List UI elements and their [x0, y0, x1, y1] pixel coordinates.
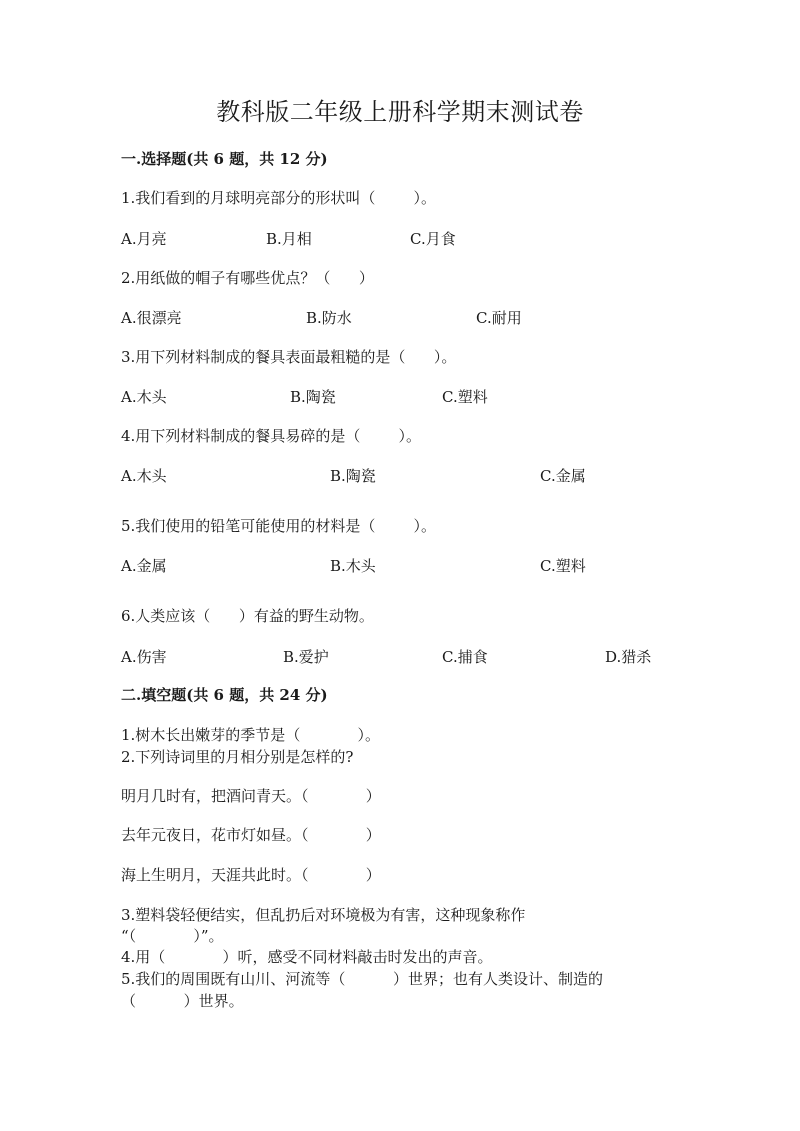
option-6d: D.猎杀 [605, 648, 652, 666]
option-4a: A.木头 [121, 467, 167, 485]
option-5a: A.金属 [121, 557, 167, 575]
fill-line-3: 明月几时有，把酒问青天。（ ） [121, 787, 381, 805]
option-2a: A.很漂亮 [121, 309, 182, 327]
fill-line-2: 2.下列诗词里的月相分别是怎样的? [121, 748, 354, 766]
option-3a: A.木头 [121, 388, 167, 406]
question-1: 1.我们看到的月球明亮部分的形状叫（ ）。 [121, 189, 436, 207]
question-6: 6.人类应该（ ）有益的野生动物。 [121, 607, 374, 625]
fill-line-6: 3.塑料袋轻便结实，但乱扔后对环境极为有害，这种现象称作 [121, 906, 526, 924]
question-4: 4.用下列材料制成的餐具易碎的是（ ）。 [121, 427, 421, 445]
question-3: 3.用下列材料制成的餐具表面最粗糙的是（ ）。 [121, 348, 457, 366]
option-6b: B.爱护 [283, 648, 329, 666]
section-heading-choice: 一.选择题(共 6 题，共 12 分) [121, 150, 328, 168]
fill-line-4: 去年元夜日，花市灯如昼。（ ） [121, 826, 381, 844]
option-5c: C.塑料 [540, 557, 586, 575]
option-3c: C.塑料 [442, 388, 488, 406]
option-2c: C.耐用 [476, 309, 522, 327]
option-6c: C.捕食 [442, 648, 488, 666]
fill-line-8: 4.用（ ）听，感受不同材料敲击时发出的声音。 [121, 948, 493, 966]
option-1a: A.月亮 [121, 230, 167, 248]
fill-line-10: （ ）世界。 [121, 992, 244, 1010]
option-6a: A.伤害 [121, 648, 167, 666]
fill-line-1: 1.树木长出嫩芽的季节是（ ）。 [121, 726, 381, 744]
option-1b: B.月相 [266, 230, 312, 248]
question-5: 5.我们使用的铅笔可能使用的材料是（ ）。 [121, 517, 436, 535]
option-3b: B.陶瓷 [290, 388, 336, 406]
page-title: 教科版二年级上册科学期末测试卷 [216, 98, 584, 126]
option-4b: B.陶瓷 [330, 467, 376, 485]
option-1c: C.月食 [410, 230, 456, 248]
fill-line-7: “（ ）”。 [121, 927, 224, 945]
option-5b: B.木头 [330, 557, 376, 575]
option-2b: B.防水 [306, 309, 352, 327]
section-heading-fill: 二.填空题(共 6 题，共 24 分) [121, 686, 328, 704]
question-2: 2.用纸做的帽子有哪些优点？（ ） [121, 269, 374, 287]
fill-line-9: 5.我们的周围既有山川、河流等（ ）世界；也有人类设计、制造的 [121, 970, 603, 988]
fill-line-5: 海上生明月，天涯共此时。（ ） [121, 866, 381, 884]
option-4c: C.金属 [540, 467, 586, 485]
